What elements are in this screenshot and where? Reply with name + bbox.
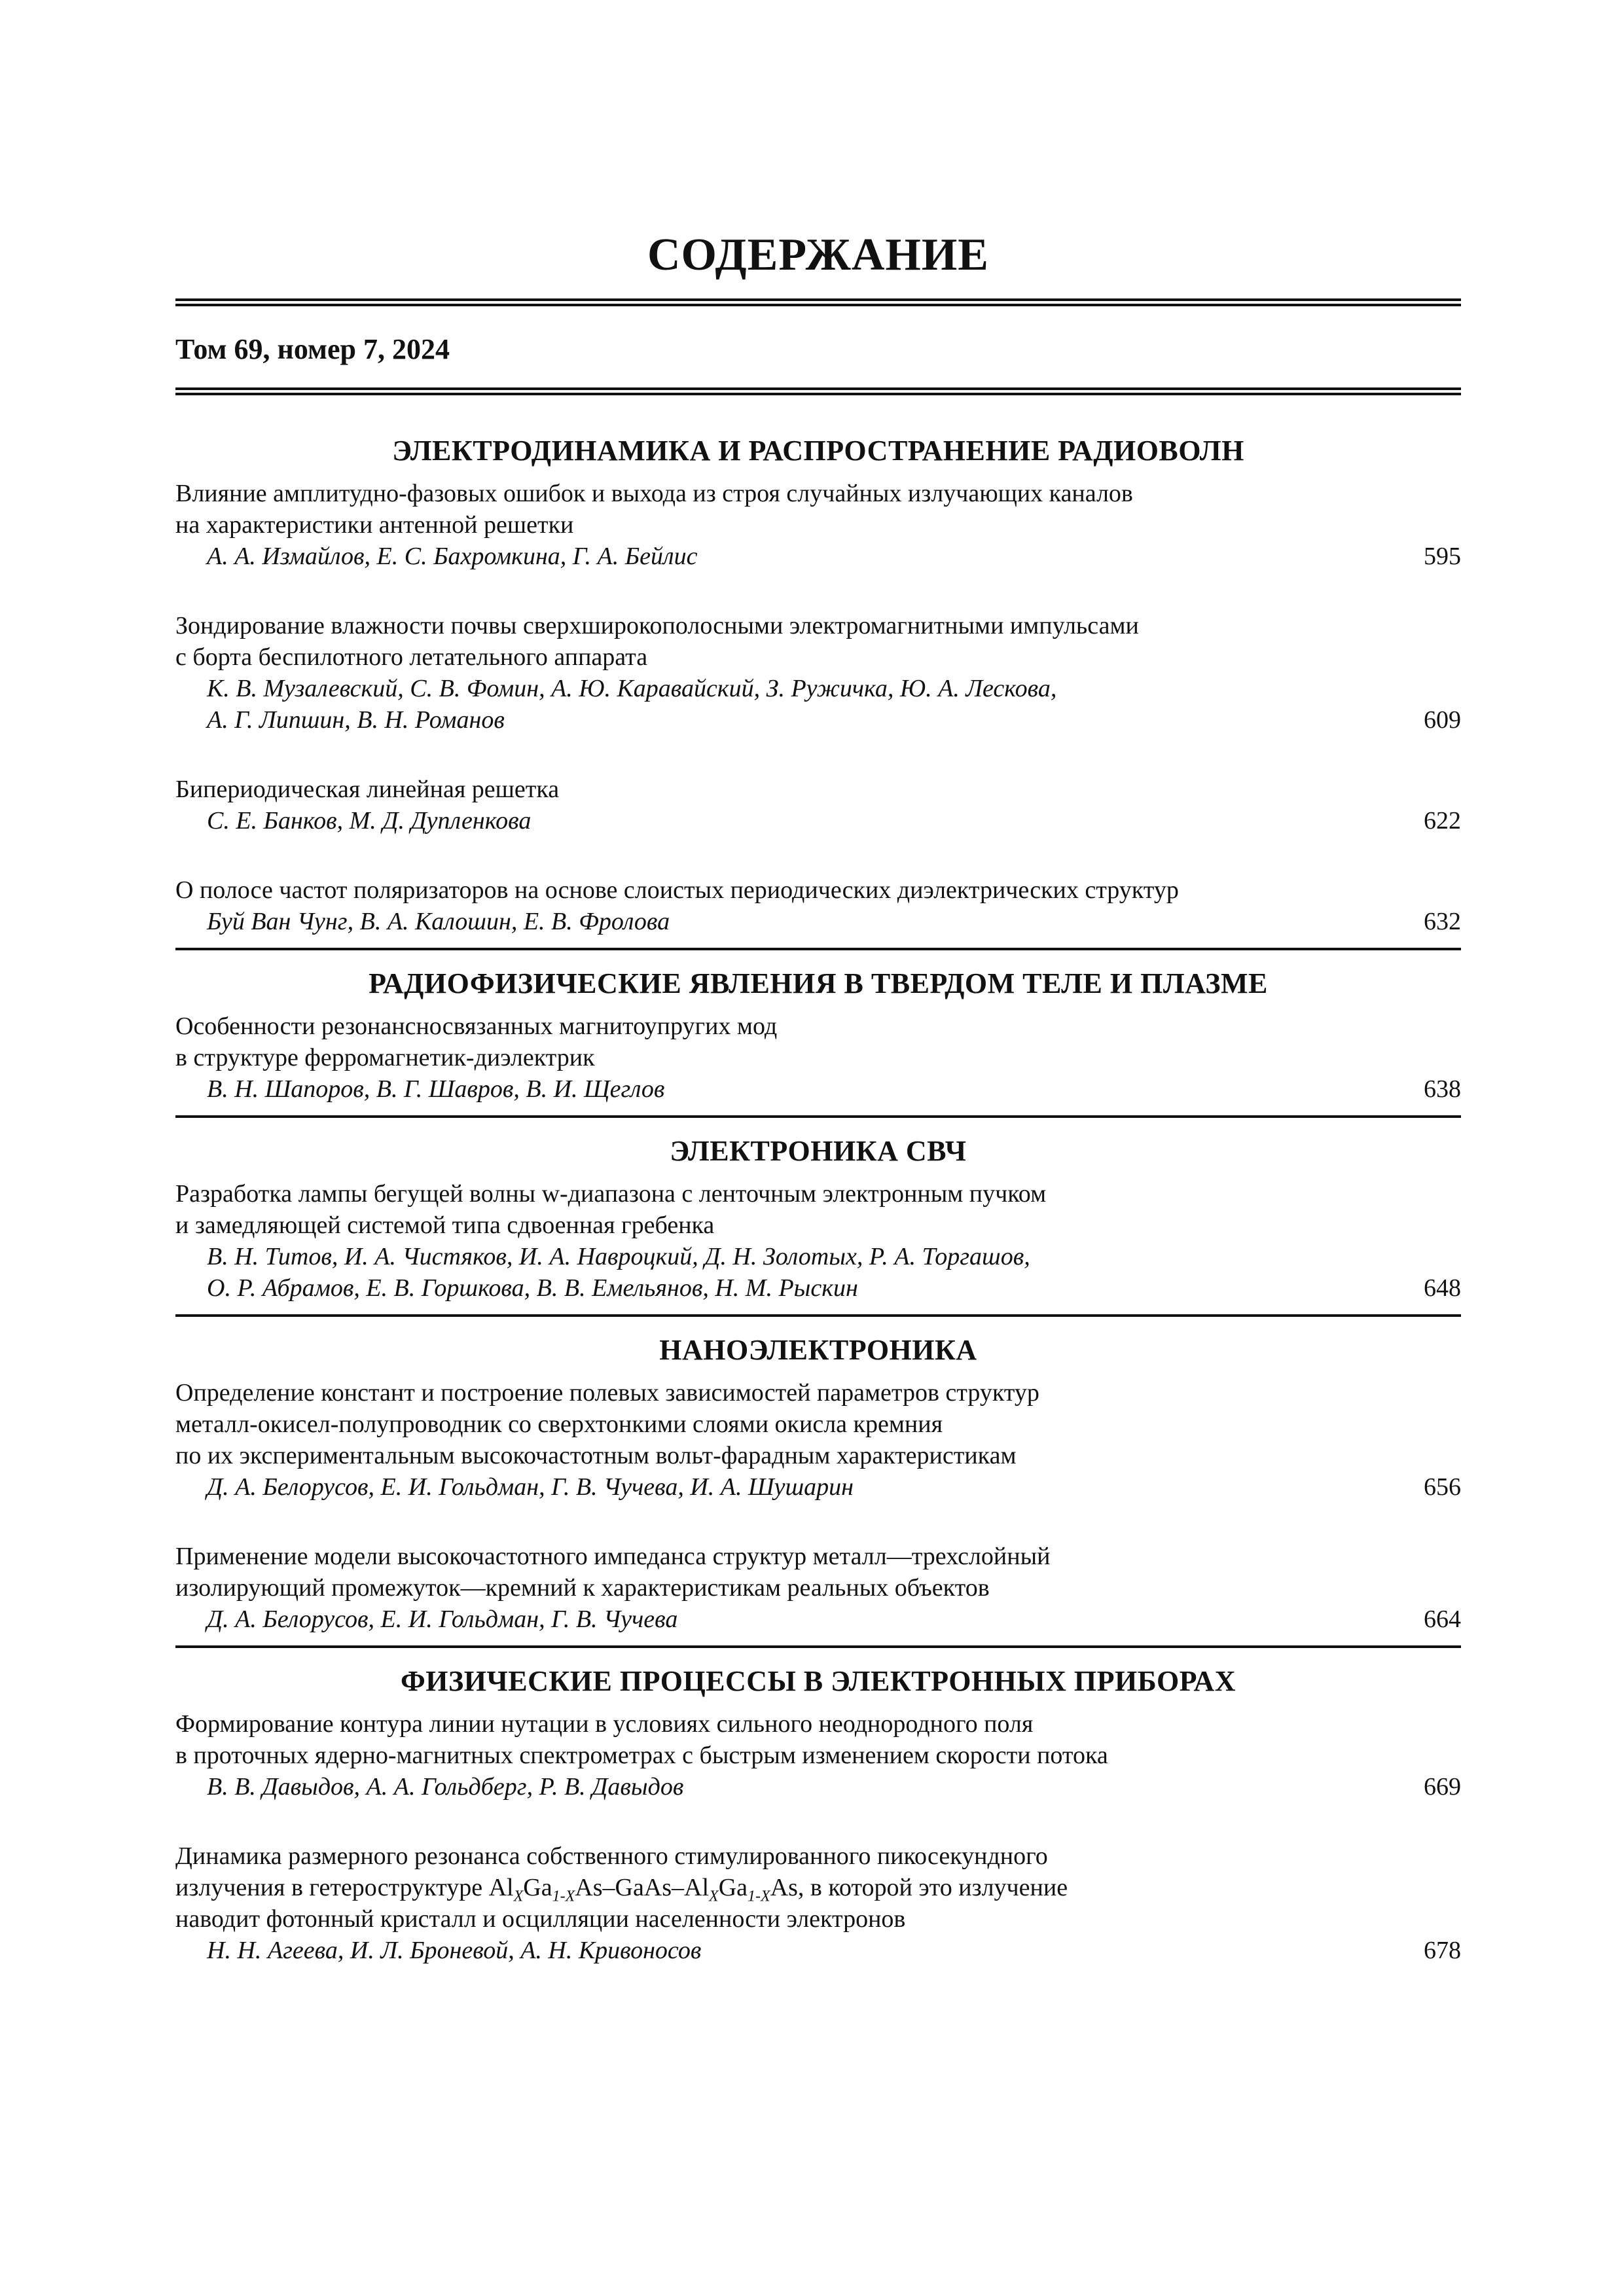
toc-entry[interactable]: [175, 1011, 1461, 1105]
section-divider: [175, 948, 1461, 950]
article-authors: [175, 1604, 1461, 1635]
article-authors: [175, 805, 1461, 836]
article-authors: [175, 1771, 1461, 1803]
article-title-line: Определение констант и построение полевых зависимостей параметров структур: [175, 1379, 1039, 1407]
authors-line: А. А. Измайлов, Е. С. Бахромкина, Г. А. Бейлис: [207, 543, 698, 570]
article-title: [175, 1377, 1461, 1471]
page-number: 669: [1424, 1773, 1461, 1801]
toc-section: [175, 1331, 1461, 1635]
article-title-line: в структуре ферромагнетик-диэлектрик: [175, 1044, 595, 1071]
article-title-line: Влияние амплитудно-фазовых ошибок и выхода из строя случайных излучающих каналов: [175, 480, 1133, 507]
article-title-line: Применение модели высокочастотного импеданса структур металл—трехслойный: [175, 1543, 1051, 1570]
authors-line: К. В. Музалевский, С. В. Фомин, А. Ю. Каравайский, З. Ружичка, Ю. А. Лескова,: [207, 675, 1057, 702]
article-title-line: с борта беспилотного летательного аппарата: [175, 643, 648, 671]
article-title-line: наводит фотонный кристалл и осцилляции населенности электронов: [175, 1905, 906, 1933]
toc-entry[interactable]: [175, 1178, 1461, 1304]
section-title: НАНОЭЛЕКТРОНИКА: [659, 1334, 977, 1366]
section-title: ЭЛЕКТРОДИНАМИКА И РАСПРОСТРАНЕНИЕ РАДИОВОЛН: [392, 435, 1244, 467]
article-title-line: Особенности резонансносвязанных магнитоупругих мод: [175, 1013, 778, 1040]
authors-line: О. Р. Абрамов, Е. В. Горшкова, В. В. Емельянов, Н. М. Рыскин: [207, 1274, 858, 1302]
toc-entry[interactable]: [175, 774, 1461, 836]
page-number: 632: [1424, 908, 1461, 935]
article-title: [175, 1011, 1461, 1073]
page-number: 648: [1424, 1274, 1461, 1302]
article-title-line: Бипериодическая линейная решетка: [175, 776, 560, 803]
page-number: 656: [1424, 1473, 1461, 1501]
authors-line: В. В. Давыдов, А. А. Гольдберг, Р. В. Давыдов: [207, 1773, 684, 1801]
authors-line: С. Е. Банков, М. Д. Дупленкова: [207, 807, 532, 834]
page-number: 678: [1424, 1937, 1461, 1964]
article-title-line: О полосе частот поляризаторов на основе слоистых периодических диэлектрических структур: [175, 876, 1179, 904]
issue-info: Том 69, номер 7, 2024: [175, 333, 450, 365]
article-title-line: изолирующий промежуток—кремний к характеристикам реальных объектов: [175, 1574, 990, 1602]
section-title: ФИЗИЧЕСКИЕ ПРОЦЕССЫ В ЭЛЕКТРОННЫХ ПРИБОРАХ: [401, 1665, 1236, 1697]
page-number: 622: [1424, 807, 1461, 834]
article-authors: [175, 541, 1461, 572]
article-title-line: Формирование контура линии нутации в условиях сильного неоднородного поля: [175, 1710, 1034, 1738]
toc-entry[interactable]: [175, 610, 1461, 736]
article-title-line: металл-окисел-полупроводник со сверхтонкими слоями окисла кремния: [175, 1410, 943, 1438]
article-title: [175, 478, 1461, 541]
toc-entry[interactable]: [175, 478, 1461, 572]
article-authors: [175, 1073, 1461, 1105]
article-title-line: и замедляющей системой типа сдвоенная гребенка: [175, 1211, 715, 1239]
title-divider: [175, 298, 1461, 306]
toc-entry[interactable]: [175, 1708, 1461, 1803]
article-title-line: Динамика размерного резонанса собственного стимулированного пикосекундного: [175, 1842, 1048, 1870]
issue-divider: [175, 387, 1461, 395]
page-number: 664: [1424, 1605, 1461, 1633]
section-divider: [175, 1314, 1461, 1317]
section-divider: [175, 1645, 1461, 1648]
article-authors: [175, 673, 1461, 736]
article-authors: [175, 1935, 1461, 1966]
article-authors: [175, 906, 1461, 937]
article-title-line: Разработка лампы бегущей волны w-диапазона с ленточным электронным пучком: [175, 1180, 1047, 1208]
toc-section: [175, 1662, 1461, 1966]
toc-entry[interactable]: [175, 1840, 1461, 1966]
toc-entry[interactable]: [175, 1377, 1461, 1503]
authors-line: Д. А. Белорусов, Е. И. Гольдман, Г. В. Чучева, И. А. Шушарин: [207, 1473, 854, 1501]
page-number: 595: [1424, 543, 1461, 570]
toc-section: [175, 432, 1461, 937]
authors-line: А. Г. Липшин, В. Н. Романов: [207, 706, 505, 734]
toc-entry[interactable]: [175, 874, 1461, 937]
section-title: ЭЛЕКТРОНИКА СВЧ: [670, 1135, 967, 1167]
article-title: [175, 774, 1461, 805]
toc-section: [175, 1132, 1461, 1304]
article-title-line: излучения в гетероструктуре $Al_XGa_{1-X}As-GaAs-Al_XGa_{1-X}As$, в которой это излучение: [175, 1874, 1068, 1905]
section-title: РАДИОФИЗИЧЕСКИЕ ЯВЛЕНИЯ В ТВЕРДОМ ТЕЛЕ И ПЛАЗМЕ: [369, 967, 1268, 999]
article-title-line: по их экспериментальным высокочастотным вольт-фарадным характеристикам: [175, 1442, 1017, 1469]
authors-line: Н. Н. Агеева, И. Л. Броневой, А. Н. Кривоносов: [207, 1937, 702, 1964]
page-number: 609: [1424, 706, 1461, 734]
article-title-line: на характеристики антенной решетки: [175, 511, 574, 539]
article-title: [175, 1541, 1461, 1604]
article-title: [175, 874, 1461, 906]
toc-entry[interactable]: [175, 1541, 1461, 1635]
page-number: 638: [1424, 1075, 1461, 1103]
article-title: [175, 610, 1461, 673]
toc-section: [175, 965, 1461, 1105]
article-title: [175, 1708, 1461, 1771]
page-title: СОДЕРЖАНИЕ: [647, 230, 989, 280]
section-divider: [175, 1115, 1461, 1118]
toc-page: [175, 0, 1461, 2296]
authors-line: Буй Ван Чунг, В. А. Калошин, Е. В. Фролова: [207, 908, 670, 935]
article-authors: [175, 1241, 1461, 1304]
table-of-contents: [175, 432, 1461, 1966]
article-title: [175, 1178, 1461, 1241]
article-title-line: в проточных ядерно-магнитных спектрометрах с быстрым изменением скорости потока: [175, 1742, 1108, 1769]
article-title: [175, 1840, 1461, 1935]
article-title-line: Зондирование влажности почвы сверхширокополосными электромагнитными импульсами: [175, 612, 1139, 639]
authors-line: В. Н. Шапоров, В. Г. Шавров, В. И. Щеглов: [207, 1075, 665, 1103]
authors-line: Д. А. Белорусов, Е. И. Гольдман, Г. В. Чучева: [207, 1605, 678, 1633]
authors-line: В. Н. Титов, И. А. Чистяков, И. А. Навроцкий, Д. Н. Золотых, Р. А. Торгашов,: [207, 1243, 1030, 1270]
article-authors: [175, 1471, 1461, 1503]
